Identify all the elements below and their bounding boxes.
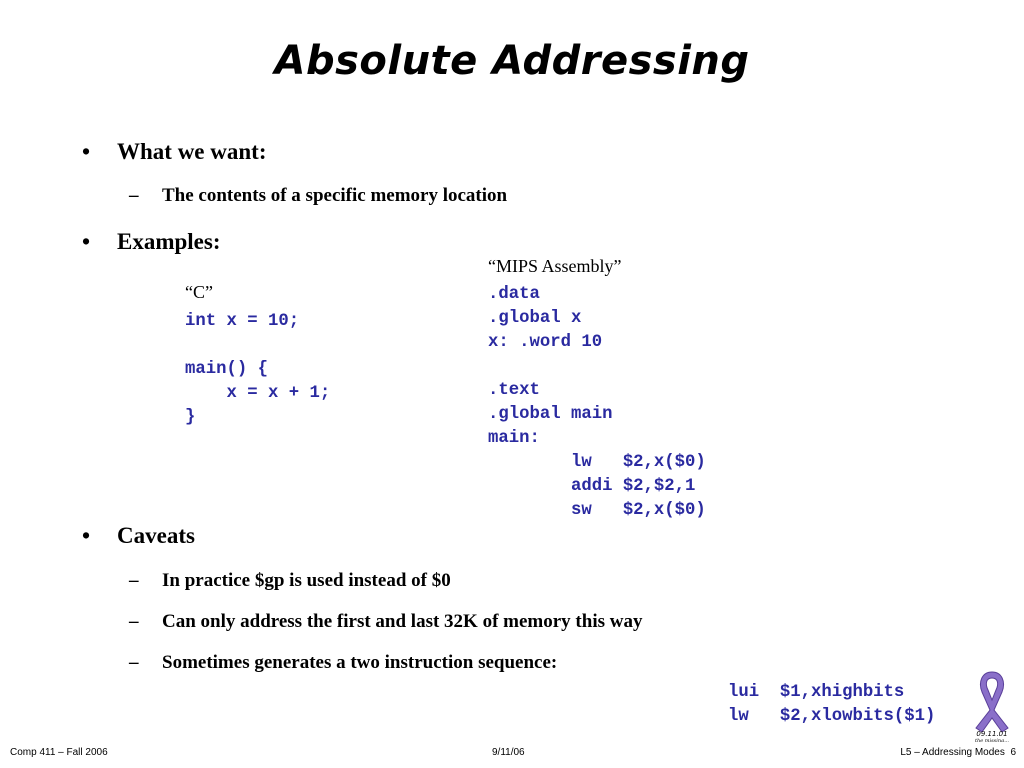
c-code-block: int x = 10; main() { x = x + 1; } — [185, 312, 331, 427]
footer-date: 9/11/06 — [492, 747, 525, 758]
c-caption: “C” — [185, 282, 213, 302]
mips-code-block: .data .global x x: .word 10 .text .global main main: lw $2,x($0) addi $2,$2,1 sw $2,x($0) — [488, 285, 706, 520]
ribbon-date-text: 09.11.01 — [976, 730, 1008, 738]
bullet-text: Examples: — [117, 229, 221, 254]
sub-bullet-32k — [129, 611, 643, 633]
footer-lecture — [900, 747, 1016, 758]
footer-lecture-title: L5 – Addressing Modes — [900, 747, 1005, 758]
sub-bullet-two-instr — [129, 652, 558, 674]
lui-lw-code-block: lui $1,xhighbits lw $2,xlowbits($1) — [728, 683, 936, 726]
bullet-marker: • — [82, 139, 91, 164]
bullet-caveats — [82, 523, 195, 549]
ribbon-caption-text: the missing... — [974, 738, 1010, 742]
dash-marker: – — [129, 652, 139, 673]
bullet-examples — [82, 229, 221, 255]
mips-caption: “MIPS Assembly” — [488, 256, 622, 276]
sub-bullet-text: In practice $gp is used instead of $0 — [162, 570, 451, 591]
dash-marker: – — [129, 611, 139, 632]
bullet-marker: • — [82, 523, 91, 548]
sub-bullet-gp — [129, 570, 451, 592]
sub-bullet-text: Sometimes generates a two instruction sequence: — [162, 652, 558, 673]
bullet-text: What we want: — [117, 139, 267, 164]
sub-bullet-contents — [129, 185, 508, 207]
sub-bullet-text: The contents of a specific memory location — [162, 185, 508, 206]
footer-page-number: 6 — [1010, 747, 1016, 758]
bullet-what-we-want — [82, 139, 267, 165]
bullet-text: Caveats — [117, 523, 195, 548]
sub-bullet-text: Can only address the first and last 32K of memory this way — [162, 611, 643, 632]
awareness-ribbon-logo — [968, 668, 1016, 742]
footer-course: Comp 411 – Fall 2006 — [10, 747, 108, 758]
slide-title: Absolute Addressing — [274, 38, 750, 84]
dash-marker: – — [129, 185, 139, 206]
dash-marker: – — [129, 570, 139, 591]
ribbon-shape — [976, 672, 1008, 732]
bullet-marker: • — [82, 229, 91, 254]
